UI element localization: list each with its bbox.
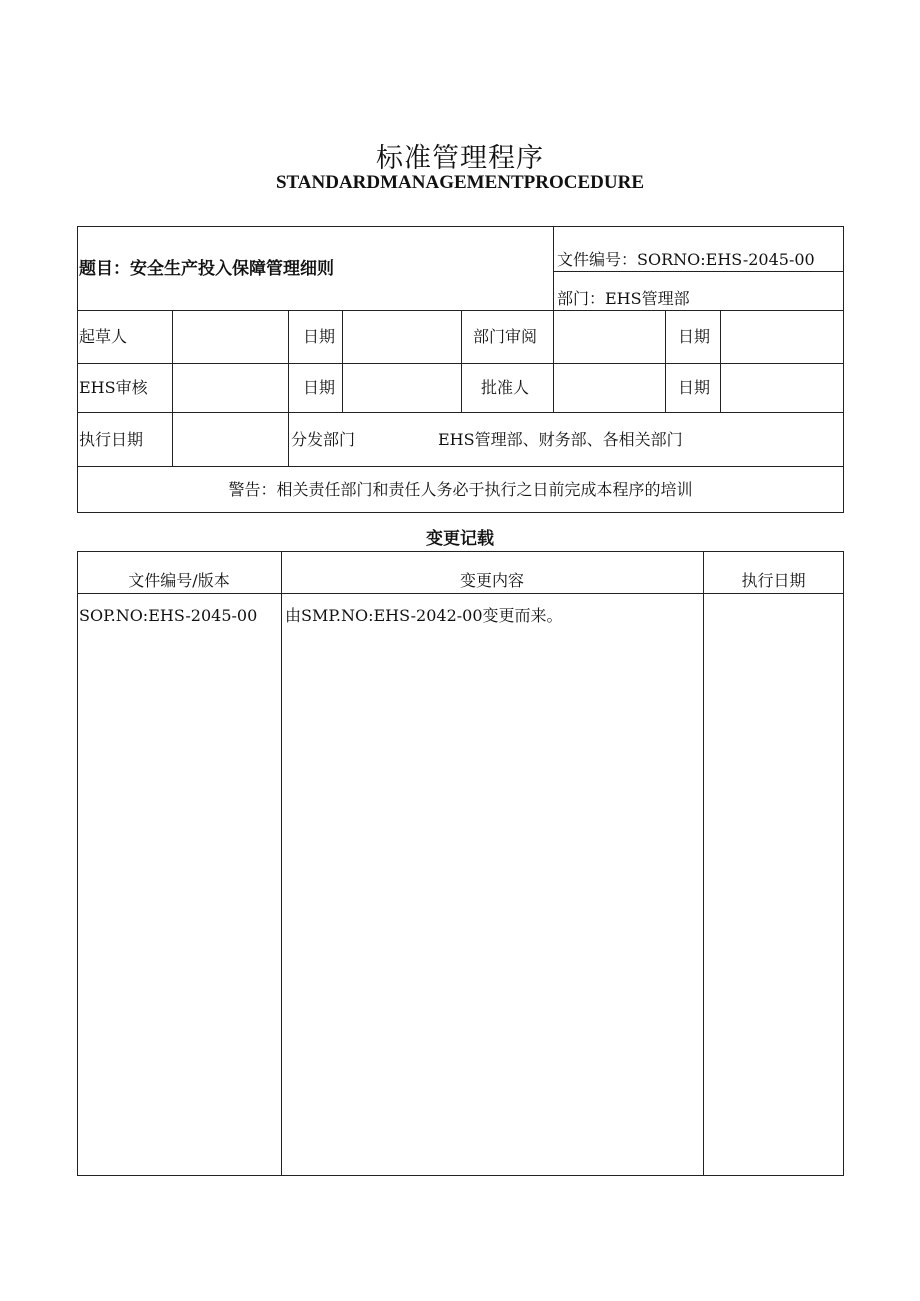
training-warning: 警告：相关责任部门和责任人务必于执行之日前完成本程序的培训 bbox=[228, 480, 693, 499]
column-header: 执行日期 bbox=[741, 571, 806, 590]
drafter-label: 起草人 bbox=[79, 327, 128, 346]
page-subtitle: STANDARDMANAGEMENTPROCEDURE bbox=[275, 172, 645, 193]
approver-label: 批准人 bbox=[481, 378, 530, 397]
change-record-table bbox=[77, 551, 844, 1176]
subject-title: 题目：安全生产投入保障管理细则 bbox=[79, 259, 334, 279]
ehs-review-label: EHS审核 bbox=[79, 378, 148, 397]
dept-review-label: 部门审阅 bbox=[473, 327, 538, 346]
table-cell-content: 由SMP.NO:EHS-2042-00变更而来。 bbox=[285, 606, 563, 625]
date-label: 日期 bbox=[678, 327, 711, 346]
distribution-label: 分发部门 bbox=[291, 430, 356, 449]
department: 部门：EHS管理部 bbox=[557, 289, 690, 308]
change-record-title: 变更记载 bbox=[426, 529, 494, 549]
column-header: 变更内容 bbox=[459, 571, 524, 590]
column-header: 文件编号/版本 bbox=[128, 571, 230, 590]
distribution-value: EHS管理部、财务部、各相关部门 bbox=[438, 430, 683, 449]
table-cell-doc-version: SOP.NO:EHS-2045-00 bbox=[79, 606, 258, 625]
page-title: 标准管理程序 bbox=[376, 143, 544, 174]
date-label: 日期 bbox=[303, 327, 336, 346]
exec-date-label: 执行日期 bbox=[79, 430, 144, 449]
date-label: 日期 bbox=[678, 378, 711, 397]
date-label: 日期 bbox=[303, 378, 336, 397]
doc-number: 文件编号：SORNO:EHS-2045-00 bbox=[557, 250, 815, 269]
